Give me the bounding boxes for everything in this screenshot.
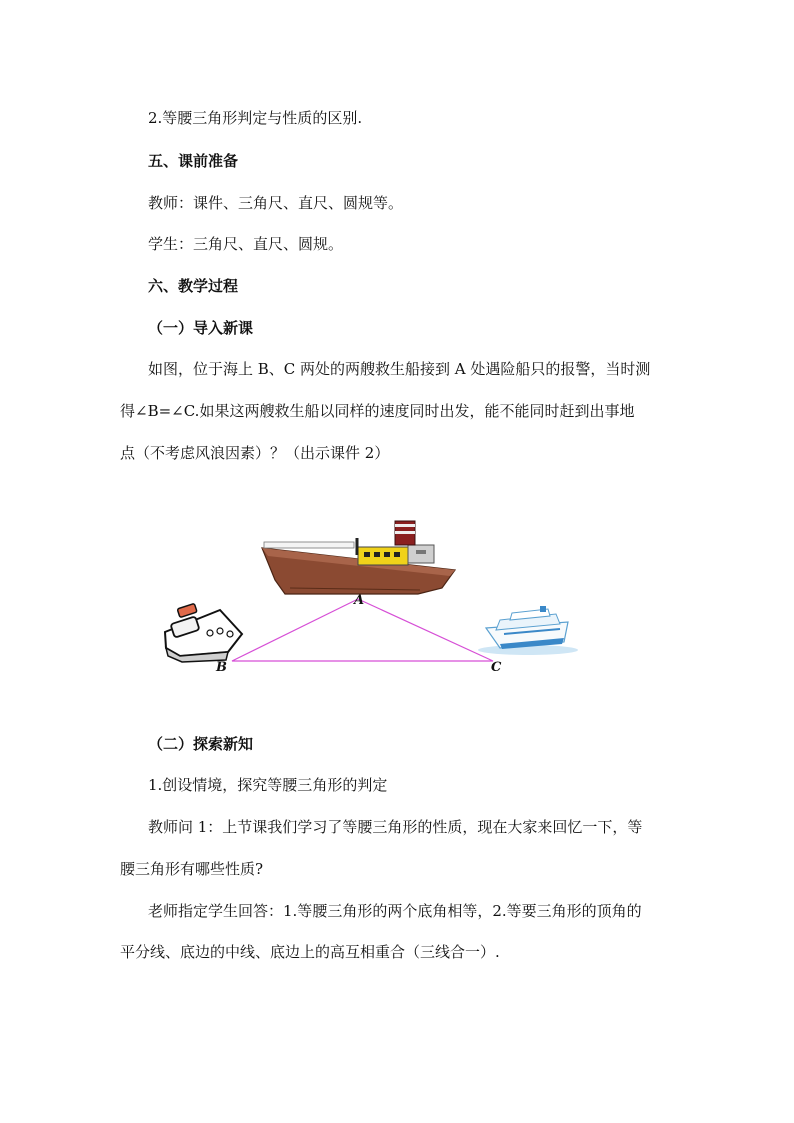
paragraph-line: 得∠B=∠C.如果这两艘救生船以同样的速度同时出发，能不能同时赶到出事地 bbox=[120, 402, 635, 420]
label-c: C bbox=[491, 660, 502, 675]
text-line: 教师：课件、三角尺、直尺、圆规等。 bbox=[148, 194, 404, 212]
paragraph-line: 腰三角形有哪些性质? bbox=[120, 860, 264, 878]
cruise-ship-icon bbox=[478, 606, 578, 655]
paragraph-line: 点（不考虑风浪因素）？（出示课件 2） bbox=[120, 444, 390, 462]
label-b: B bbox=[216, 660, 227, 675]
text-line: 学生：三角尺、直尺、圆规。 bbox=[148, 235, 344, 253]
subsection-heading: （一）导入新课 bbox=[148, 319, 254, 337]
label-a: A bbox=[354, 593, 365, 608]
triangle-abc bbox=[232, 599, 493, 661]
lifeboat-icon bbox=[165, 603, 242, 662]
text-line: 1.创设情境，探究等腰三角形的判定 bbox=[148, 776, 388, 794]
section-heading: 六、教学过程 bbox=[148, 277, 239, 295]
subsection-heading: （二）探索新知 bbox=[148, 735, 254, 753]
paragraph-line: 教师问 1：上节课我们学习了等腰三角形的性质，现在大家来回忆一下，等 bbox=[148, 818, 643, 836]
paragraph-line: 如图，位于海上 B、C 两处的两艘救生船接到 A 处遇险船只的报警，当时测 bbox=[148, 360, 651, 378]
section-heading: 五、课前准备 bbox=[148, 152, 239, 170]
paragraph-line: 平分线、底边的中线、底边上的高互相重合（三线合一）. bbox=[120, 943, 500, 961]
text-line: 2.等腰三角形判定与性质的区别. bbox=[148, 109, 363, 127]
ship-triangle-figure bbox=[150, 510, 590, 690]
cargo-ship-icon bbox=[262, 521, 455, 594]
paragraph-line: 老师指定学生回答：1.等腰三角形的两个底角相等，2.等要三角形的顶角的 bbox=[148, 902, 642, 920]
